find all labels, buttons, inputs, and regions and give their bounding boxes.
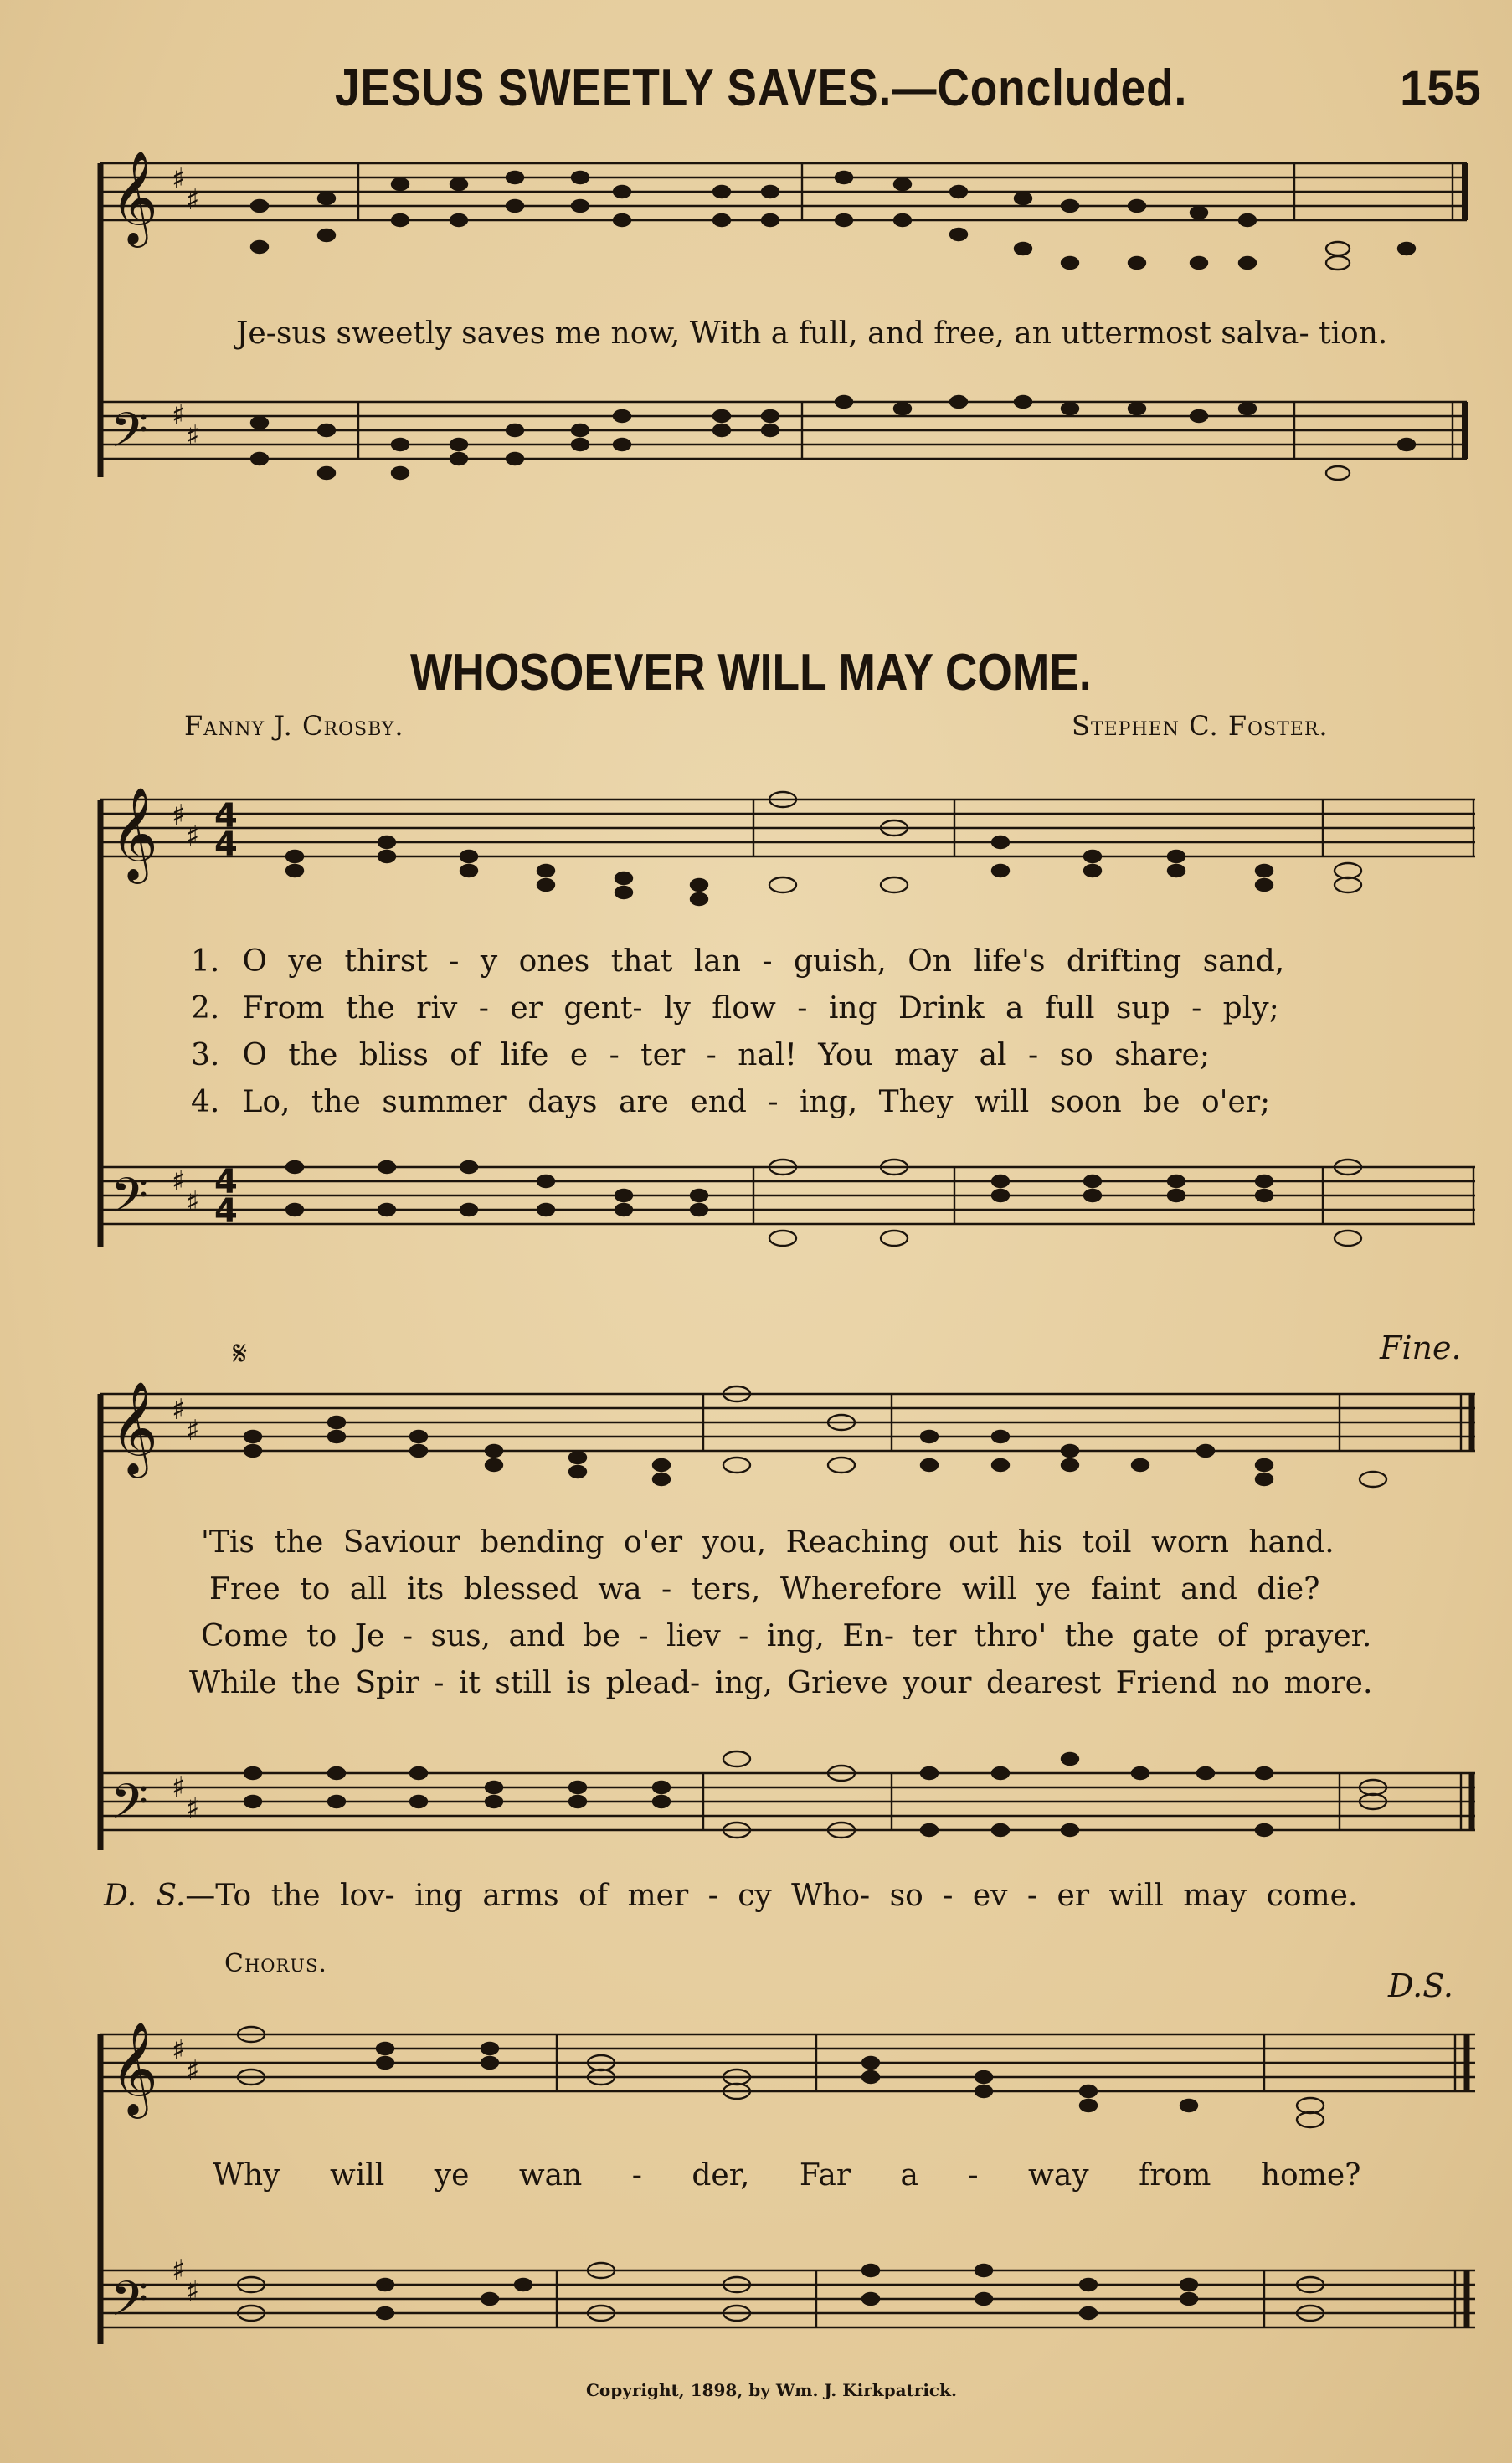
svg-text:♯: ♯ [172,1771,186,1804]
svg-text:𝄞: 𝄞 [111,2021,158,2115]
hymn2-title: WHOSOEVER WILL MAY COME. [410,644,1092,702]
verse-4-line-b: While the Spir - it still is plead- ing, Grieve your dearest Friend no more. [189,1666,1373,1700]
verse-4-line-a [191,1085,1270,1119]
svg-text:4: 4 [214,1192,238,1231]
svg-text:♯: ♯ [172,2254,186,2287]
svg-text:♯: ♯ [186,1185,200,1219]
svg-text:𝄞: 𝄞 [111,1381,158,1474]
svg-text:♯: ♯ [172,162,186,196]
verse-text: Lo, the summer days are end - ing, They will soon be o'er; [242,1085,1271,1119]
svg-text:𝄢: 𝄢 [111,402,149,470]
svg-text:♯: ♯ [172,399,186,432]
svg-text:𝄢: 𝄢 [111,1773,149,1842]
svg-text:♯: ♯ [186,2275,200,2308]
notes-system-3 [244,1386,1386,1838]
verse-3-line-a [191,1038,1210,1072]
fine-marking: Fine. [1380,1329,1462,1366]
chorus-lyric: Why will ye wan - der, Far a - way from home? [213,2158,1361,2193]
verse-1-line-a [191,944,1284,979]
svg-text:𝄞: 𝄞 [111,786,158,880]
svg-text:♯: ♯ [172,2034,186,2067]
svg-text:♯: ♯ [172,1165,186,1198]
verse-2-line-a [191,991,1279,1026]
svg-text:♯: ♯ [186,820,200,853]
svg-text:4: 4 [214,825,238,864]
verse-text: O ye thirst - y ones that lan - guish, On life's drifting sand, [242,944,1285,979]
staff-system-2-treble [100,800,1475,856]
svg-text:♯: ♯ [186,2054,200,2088]
page-number: 155 [1400,61,1481,116]
verse-number: 1. [191,944,220,979]
copyright-notice: Copyright, 1898, by Wm. J. Kirkpatrick. [586,2380,957,2400]
hymn2-composer: Stephen C. Foster. [1072,710,1329,742]
staff-system-4-bass [100,2270,1475,2327]
hymn1-lyric: Je-sus sweetly saves me now, With a full, and free, an uttermost salva- tion. [236,316,1388,351]
ds-prefix: D. S. [104,1879,186,1913]
verse-text: From the riv - er gent- ly flow - ing Drink a full sup - ply; [242,991,1279,1026]
svg-text:4: 4 [214,1163,238,1201]
staff-system-3-bass [100,1773,1475,1830]
verse-number: 2. [191,991,220,1026]
verse-2-line-b: Free to all its blessed wa - ters, Wherefore will ye faint and die? [209,1572,1320,1607]
svg-text:♯: ♯ [186,1414,200,1447]
verse-1-line-b: 'Tis the Saviour bending o'er you, Reaching out his toil worn hand. [201,1525,1335,1560]
staff-system-3-treble [100,1394,1475,1451]
svg-text:♯: ♯ [186,1792,200,1825]
ds-line [104,1879,1357,1913]
svg-text:𝄢: 𝄢 [111,1167,149,1236]
hymn2-author: Fanny J. Crosby. [184,710,404,742]
hymn-title-continued: JESUS SWEETLY SAVES.—Concluded. [335,59,1188,117]
svg-text:♯: ♯ [186,183,200,217]
svg-text:𝄋: 𝄋 [233,1334,248,1373]
verse-number: 4. [191,1085,220,1119]
verse-text: O the bliss of life e - ter - nal! You may al - so share; [242,1038,1210,1072]
svg-text:𝄢: 𝄢 [111,2270,149,2339]
chorus-label: Chorus. [224,1949,327,1978]
verse-3-line-b: Come to Je - sus, and be - liev - ing, En- ter thro' the gate of prayer. [201,1619,1372,1653]
svg-text:♯: ♯ [186,419,200,453]
verse-number: 3. [191,1038,220,1072]
staff-system-4-treble [100,2034,1475,2091]
staff-system-1-bass [100,402,1467,459]
svg-text:𝄞: 𝄞 [111,150,158,244]
staff-system-1-treble [100,163,1467,220]
svg-text:4: 4 [214,797,238,836]
ds-text: —To the lov- ing arms of mer - cy Who- so - ev - er will may come. [185,1879,1358,1913]
svg-text:♯: ♯ [172,799,186,832]
chorus-ds-marking: D.S. [1388,1967,1453,2004]
svg-text:♯: ♯ [172,1393,186,1427]
